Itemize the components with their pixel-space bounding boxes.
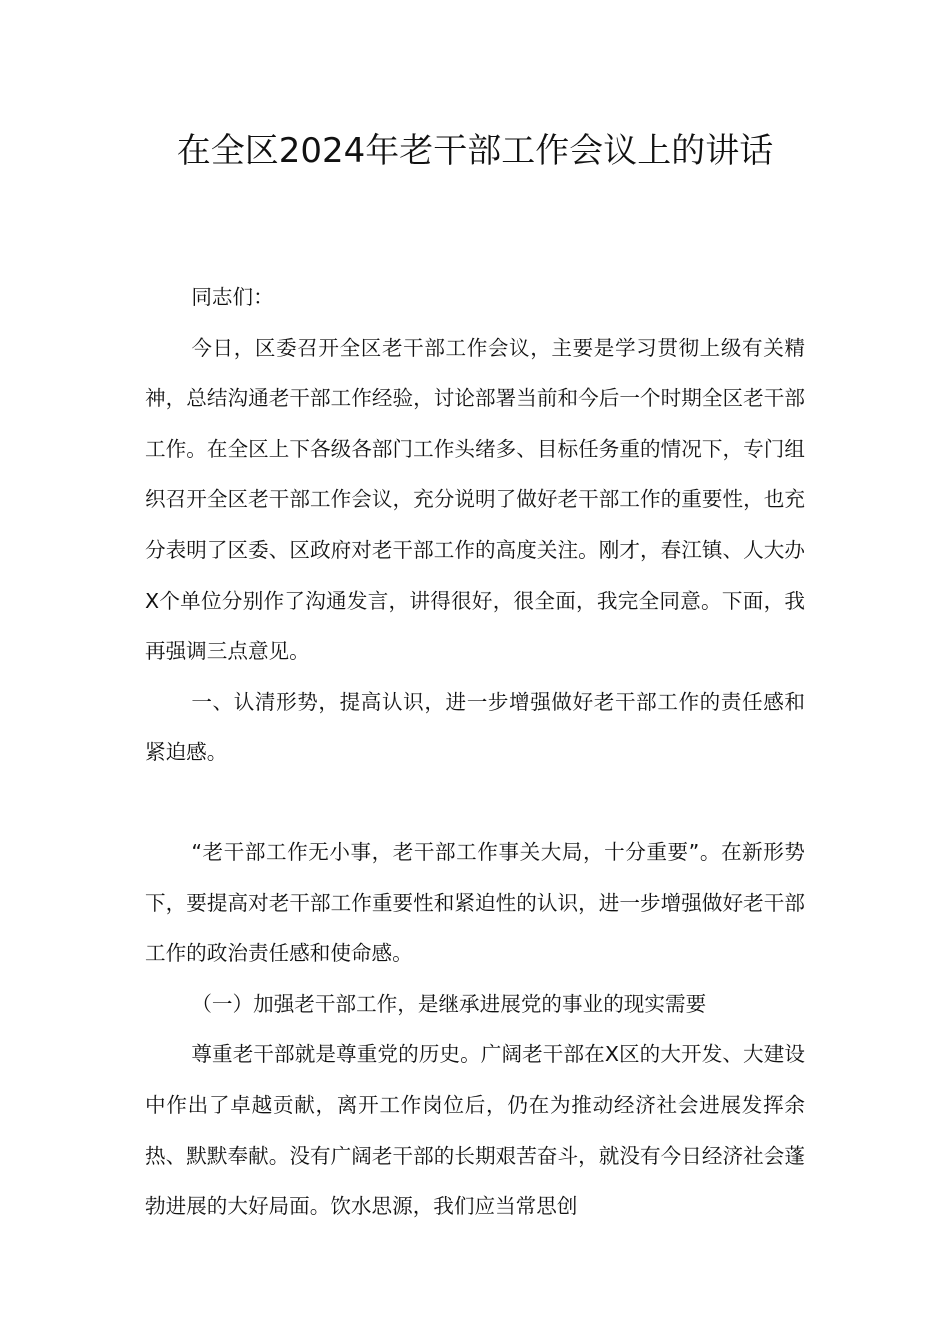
document-title: 在全区2024年老干部工作会议上的讲话	[176, 131, 774, 171]
history-paragraph: 尊重老干部就是尊重党的历史。广阔老干部在X区的大开发、大建设中作出了卓越贡献，离开工作岗位后，仍在为推动经济社会进展发挥余热、默默奉献。没有广阔老干部的长期艰苦奋斗，就没有今日经济社会蓬勃进展的大好局面。饮水思源，我们应当常思创	[145, 1042, 805, 1219]
section-heading-one: 一、认清形势，提高认识，进一步增强做好老干部工作的责任感和紧迫感。	[145, 689, 805, 765]
subsection-heading-one: （一）加强老干部工作，是继承进展党的事业的现实需要	[191, 991, 707, 1016]
salutation-paragraph: 同志们：	[191, 285, 274, 309]
quote-paragraph: “老干部工作无小事，老干部工作事关大局，十分重要”。在新形势下，要提高对老干部工作重要性和紧迫性的认识，进一步增强做好老干部工作的政治责任感和使命感。	[145, 839, 805, 966]
document-body	[145, 272, 805, 1232]
opening-paragraph: 今日，区委召开全区老干部工作会议，主要是学习贯彻上级有关精神，总结沟通老干部工作经验，讨论部署当前和今后一个时期全区老干部工作。在全区上下各级各部门工作头绪多、目标任务重的情况下，专门组织召开全区老干部工作会议，充分说明了做好老干部工作的重要性，也充分表明了区委、区政府对老干部工作的高度关注。刚才，春江镇、人大办X个单位分别作了沟通发言，讲得很好，很全面，我完全同意。下面，我再强调三点意见。	[145, 335, 805, 664]
